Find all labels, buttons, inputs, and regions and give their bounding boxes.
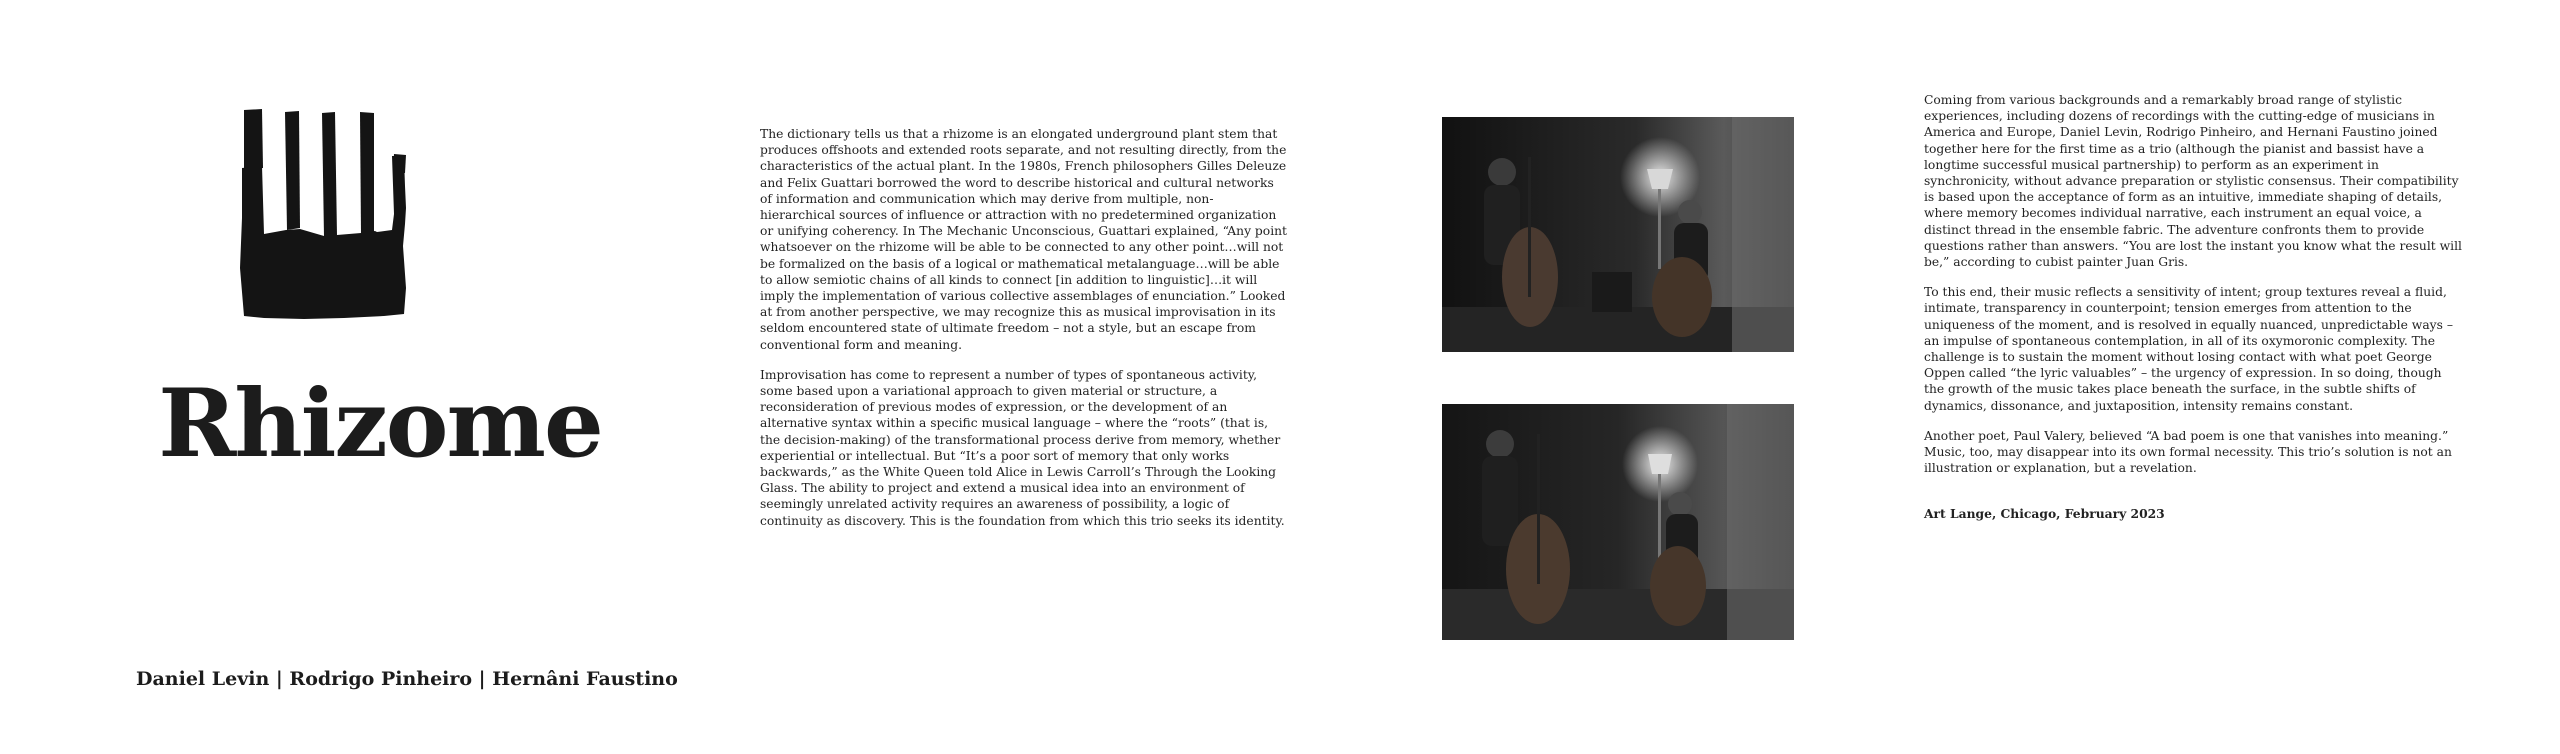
essay-paragraph: To this end, their music reflects a sensitivity of intent; group textures reveal a fluid, intimate, transparency in counterpoint; tension emerges from attention to the uniqueness of the moment, and is resolved in equally nuanced, unpredictable ways – an impulse of spontaneous contemplation, in all of its oxymoronic complexity. The challenge is to sustain the moment without losing contact with what poet George Oppen called “the lyric valuables” – the urgency of expression. In so doing, though the growth of the music takes place beneath the surface, in the subtle shifts of dynamics, dissonance, and juxtaposition, intensity remains constant. <box>1924 285 2453 413</box>
essay-paragraph: Another poet, Paul Valery, believed “A bad poem is one that vanishes into meaning.” Music, too, may disappear into its own formal necessity. This trio’s solution is not an illustration or explanation, but a revelation. <box>1924 428 2452 476</box>
musician-credits: Daniel Levin | Rodrigo Pinheiro | Hernâni Faustino <box>136 668 678 690</box>
essay-left-column <box>760 126 1288 543</box>
essay-paragraph: Coming from various backgrounds and a remarkably broad range of stylistic experiences, including dozens of recordings with the cutting-edge of musicians in America and Europe, Daniel Levin, Rodrigo Pinheiro, and Hernani Faustino joined together here for the first time as a trio (although the pianist and bassist have a longtime successful musical partnership) to perform as an experiment in synchronicity, without advance preparation or stylistic consensus. Their compatibility is based upon the acceptance of form as an intuitive, immediate shaping of details, where memory becomes individual narrative, each instrument an equal voice, a distinct thread in the ensemble fabric. The adventure confronts them to provide questions rather than answers. “You are lost the instant you know what the result will be,” according to cubist painter Juan Gris. <box>1924 93 2462 270</box>
piano-keys-logo-icon <box>234 108 510 322</box>
essay-paragraph: Improvisation has come to represent a number of types of spontaneous activity, some based upon a variational approach to given material or structure, a reconsideration of previous modes of expression, or the development of an alternative syntax within a specific musical language – where the “roots” (that is, the decision-making) of the transformational process derive from memory, whether experiential or intellectual. But “It’s a poor sort of memory that only works backwards,” as the White Queen told Alice in Lewis Carroll’s Through the Looking Glass. The ability to project and extend a musical idea into an environment of seemingly unrelated activity requires an awareness of possibility, a logic of continuity as discovery. This is the foundation from which this trio seeks its identity. <box>760 367 1285 528</box>
essay-right-column <box>1924 92 2464 537</box>
trio-photo-2 <box>1442 404 1794 640</box>
page-title: Rhizome <box>158 369 602 479</box>
author-signature: Art Lange, Chicago, February 2023 <box>1924 506 2165 522</box>
trio-photo-1 <box>1442 117 1794 352</box>
essay-paragraph: The dictionary tells us that a rhizome is an elongated underground plant stem that produces offshoots and extended roots separate, and not resulting directly, from the characteristics of the actual plant. In the 1980s, French philosophers Gilles Deleuze and Felix Guattari borrowed the word to describe historical and cultural networks of information and communication which may derive from multiple, non-hierarchical sources of influence or attraction with no predetermined organization or unifying coherency. In The Mechanic Unconscious, Guattari explained, “Any point whatsoever on the rhizome will be able to be connected to any other point…will not be formalized on the basis of a logical or mathematical metalanguage…will be able to allow semiotic chains of all kinds to connect [in addition to linguistic]…it will imply the implementation of various collective assemblages of enunciation.” Looked at from another perspective, we may recognize this as musical improvisation in its seldom encountered state of ultimate freedom – not a style, but an escape from conventional form and meaning. <box>760 127 1288 352</box>
